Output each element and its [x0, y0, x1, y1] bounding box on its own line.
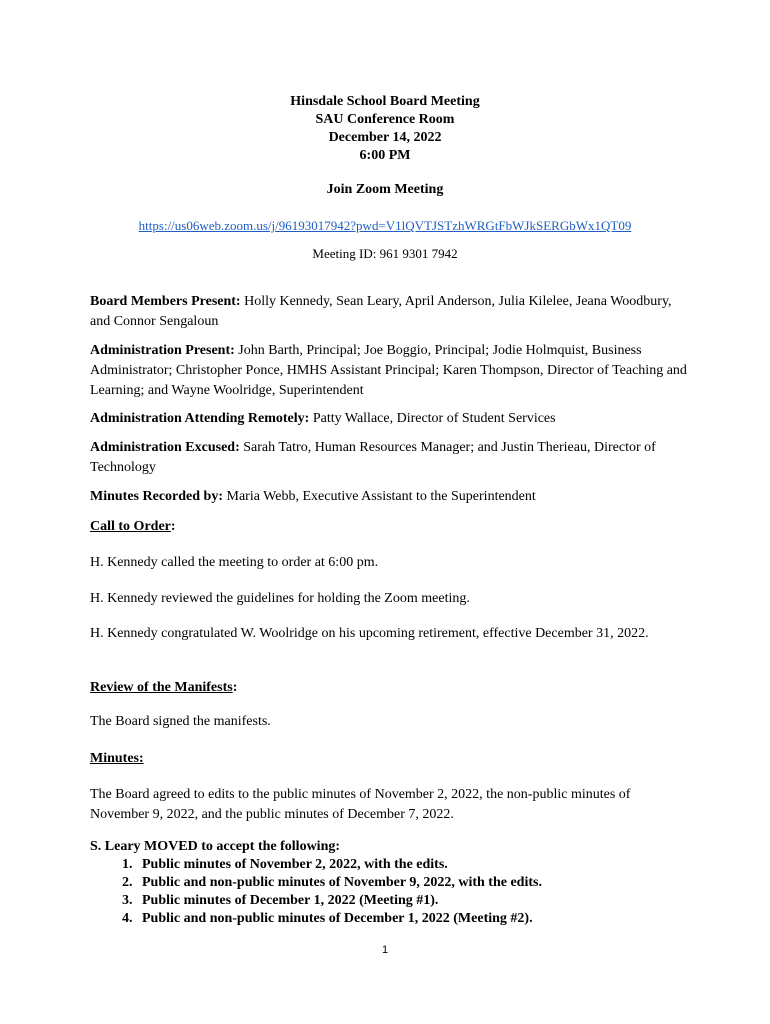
motion-list: [90, 856, 690, 928]
motion-item: 4. Public and non-public minutes of December 1, 2022 (Meeting #2).: [136, 910, 690, 928]
page-number: 1: [381, 944, 389, 956]
admin-excused-text: Sarah Tatro, Human Resources Manager; and Justin Therieau, Director of Technology: [90, 440, 656, 475]
call-to-order-colon: :: [170, 519, 176, 534]
manifests-colon: :: [232, 680, 238, 695]
meeting-title: Hinsdale School Board Meeting: [290, 94, 480, 109]
call-to-order-p1: H. Kennedy called the meeting to order at 6:00 pm.: [90, 555, 379, 570]
motion-item: 1. Public minutes of November 2, 2022, with the edits.: [136, 856, 690, 874]
manifests-heading-text: Review of the Manifests: [90, 680, 233, 695]
board-members-text: Holly Kennedy, Sean Leary, April Anderson, Julia Kilelee, Jeana Woodbury, and Connor Sengaloun: [90, 294, 672, 329]
board-members-label: Board Members Present:: [90, 294, 241, 309]
motion-item: 3. Public minutes of December 1, 2022 (Meeting #1).: [136, 892, 690, 910]
motion-block: [90, 838, 690, 928]
call-to-order-heading-text: Call to Order: [90, 519, 171, 534]
admin-remote-text: Patty Wallace, Director of Student Services: [309, 411, 556, 426]
minutes-recorded-by: [90, 487, 690, 507]
manifests-heading: [90, 678, 237, 698]
zoom-heading: Join Zoom Meeting: [326, 182, 444, 197]
call-to-order-heading: [90, 517, 176, 537]
recorded-by-label: Minutes Recorded by:: [90, 489, 223, 504]
admin-excused-label: Administration Excused:: [90, 440, 240, 455]
meeting-location: SAU Conference Room: [315, 112, 455, 127]
administration-present: [90, 341, 690, 401]
minutes-p1: The Board agreed to edits to the public minutes of November 2, 2022, the non-public minutes of November 9, 2022, and the public minutes of December 7, 2022.: [90, 787, 631, 822]
motion-text: S. Leary MOVED to accept the following:: [90, 839, 341, 854]
admin-present-text: John Barth, Principal; Joe Boggio, Principal; Jodie Holmquist, Business Administrator; Christopher Ponce, HMHS Assistant Principal; Karen Thompson, Director of Teaching and Learning; and Wayne Woolridge, Superintendent: [90, 343, 687, 398]
meeting-date: December 14, 2022: [328, 130, 442, 145]
meeting-time: 6:00 PM: [359, 148, 411, 163]
call-to-order-p3: H. Kennedy congratulated W. Woolridge on his upcoming retirement, effective December 31, 2022.: [90, 626, 649, 641]
admin-remote-label: Administration Attending Remotely:: [90, 411, 310, 426]
board-members-present: [90, 292, 690, 332]
meeting-id: Meeting ID: 961 9301 7942: [312, 246, 458, 261]
minutes-heading: Minutes:: [90, 751, 144, 766]
motion-item: 2. Public and non-public minutes of November 9, 2022, with the edits.: [136, 874, 690, 892]
document-header: [0, 93, 770, 165]
manifests-p1: The Board signed the manifests.: [90, 714, 271, 729]
recorded-by-text: Maria Webb, Executive Assistant to the Superintendent: [223, 489, 536, 504]
admin-present-label: Administration Present:: [90, 343, 235, 358]
administration-remote: [90, 409, 690, 429]
call-to-order-p2: H. Kennedy reviewed the guidelines for holding the Zoom meeting.: [90, 591, 470, 606]
administration-excused: [90, 438, 690, 478]
zoom-link[interactable]: https://us06web.zoom.us/j/96193017942?pwd=V1lQVTJSTzhWRGtFbWJkSERGbWx1QT09: [138, 218, 632, 233]
